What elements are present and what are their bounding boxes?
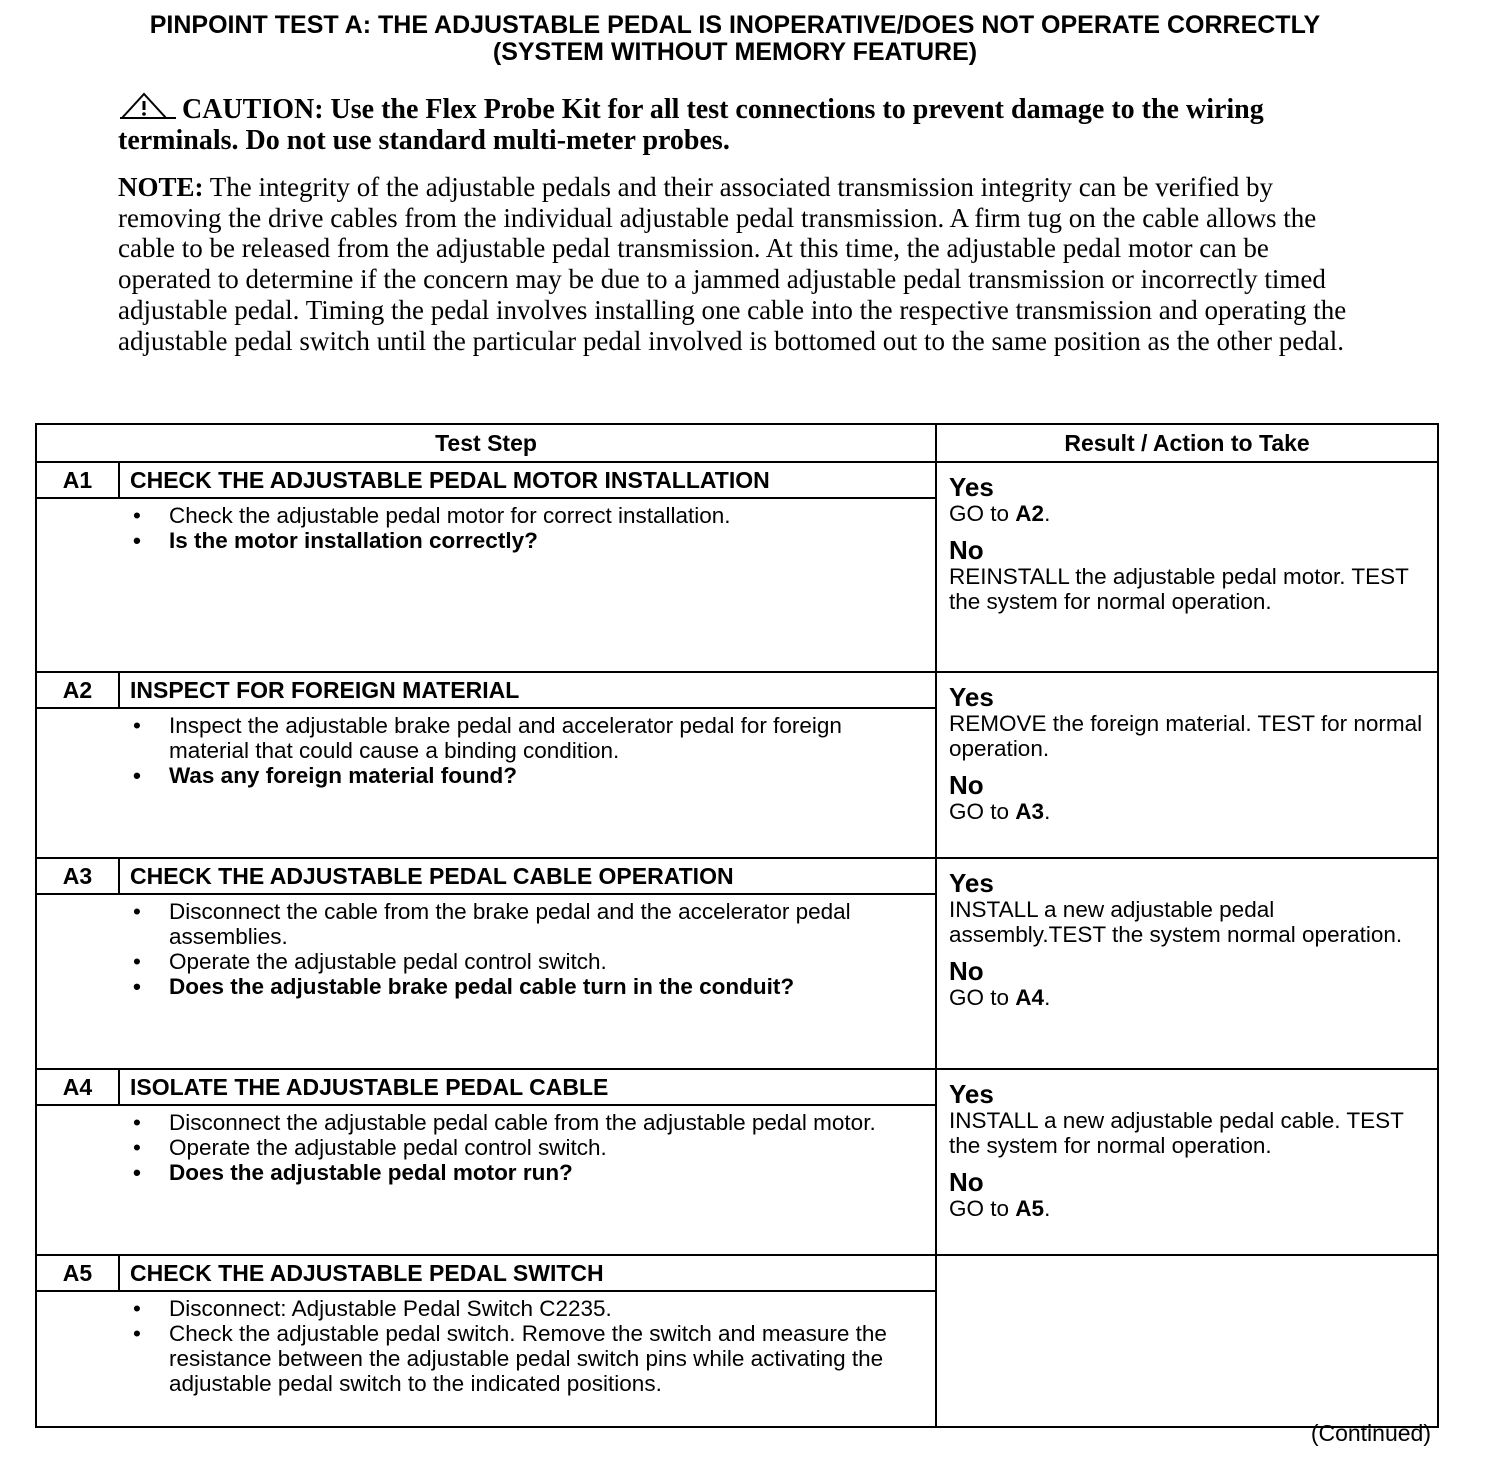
yes-action-text: GO to [949, 501, 1016, 526]
no-step-ref: A4 [1015, 985, 1045, 1010]
yes-step-ref: A2 [1015, 501, 1045, 526]
no-step-ref: A3 [1015, 799, 1045, 824]
step-id: A4 [36, 1069, 119, 1105]
continued-label: (Continued) [1310, 1420, 1431, 1446]
no-action [949, 564, 1425, 614]
step-id: A2 [36, 672, 119, 708]
yes-action-text: REMOVE the foreign material. TEST for normal operation. [949, 711, 1423, 761]
step-instruction: • Disconnect the cable from the brake pedal and the accelerator pedal assemblies. [169, 899, 935, 949]
yes-action [949, 897, 1425, 947]
yes-label: Yes [949, 472, 994, 502]
step-body [36, 894, 936, 1069]
step-instruction: • Inspect the adjustable brake pedal and accelerator pedal for foreign material that could cause a binding condition. [169, 713, 935, 763]
no-action-tail: . [1044, 985, 1051, 1010]
page-title-line2: (SYSTEM WITHOUT MEMORY FEATURE) [492, 38, 978, 66]
header-test-step: Test Step [36, 424, 936, 462]
no-label: No [949, 535, 984, 565]
step-heading: CHECK THE ADJUSTABLE PEDAL MOTOR INSTALLATION [119, 462, 936, 498]
pinpoint-test-table [35, 423, 1439, 1428]
no-action-text: REINSTALL the adjustable pedal motor. TEST the system for normal operation. [949, 564, 1409, 614]
step-instruction: • Disconnect: Adjustable Pedal Switch C2235. [169, 1296, 935, 1321]
step-body [36, 708, 936, 858]
yes-action-tail: . [1044, 501, 1051, 526]
step-result [936, 1069, 1438, 1255]
step-result [936, 672, 1438, 858]
step-question: • Is the motor installation correctly? [169, 528, 935, 553]
no-action-text: GO to [949, 1196, 1016, 1221]
step-body [36, 1105, 936, 1255]
step-heading: INSPECT FOR FOREIGN MATERIAL [119, 672, 936, 708]
no-label: No [949, 1167, 984, 1197]
step-id: A3 [36, 858, 119, 894]
step-id: A1 [36, 462, 119, 498]
step-question: • Does the adjustable brake pedal cable turn in the conduit? [169, 974, 935, 999]
warning-triangle-icon [118, 92, 178, 120]
no-action [949, 985, 1425, 1010]
yes-label: Yes [949, 682, 994, 712]
step-instruction: • Operate the adjustable pedal control switch. [169, 1135, 935, 1160]
no-action [949, 799, 1425, 824]
no-label: No [949, 770, 984, 800]
yes-action-text: INSTALL a new adjustable pedal cable. TEST the system for normal operation. [949, 1108, 1404, 1158]
step-instruction: • Disconnect the adjustable pedal cable from the adjustable pedal motor. [169, 1110, 935, 1135]
step-result [936, 1255, 1438, 1427]
header-result-action: Result / Action to Take [936, 424, 1438, 462]
no-action-tail: . [1044, 1196, 1051, 1221]
step-heading: ISOLATE THE ADJUSTABLE PEDAL CABLE [119, 1069, 936, 1105]
step-id: A5 [36, 1255, 119, 1291]
step-instruction: • Check the adjustable pedal switch. Remove the switch and measure the resistance between the adjustable pedal switch pins while activating the adjustable pedal switch to the indicated positions. [169, 1321, 935, 1396]
no-step-ref: A5 [1015, 1196, 1045, 1221]
note-label: NOTE: [118, 172, 204, 202]
note-text: The integrity of the adjustable pedals and their associated transmission integrity can be verified by removing the drive cables from the individual adjustable pedal transmission. A firm tug on the cable allows the cable to be released from the adjustable pedal transmission. At this time, the adjustable pedal motor can be operated to determine if the concern may be due to a jammed adjustable pedal transmission or incorrectly timed adjustable pedal. Timing the pedal involves installing one cable into the respective transmission and operating the adjustable pedal switch until the particular pedal involved is bottomed out to the same position as the other pedal. [118, 172, 1347, 356]
step-body [36, 498, 936, 672]
yes-action [949, 501, 1425, 526]
no-label: No [949, 956, 984, 986]
yes-action [949, 1108, 1425, 1158]
caution-block [118, 92, 1358, 156]
no-action-text: GO to [949, 799, 1016, 824]
step-heading: CHECK THE ADJUSTABLE PEDAL SWITCH [119, 1255, 936, 1291]
yes-action [949, 711, 1425, 761]
step-question: • Does the adjustable pedal motor run? [169, 1160, 935, 1185]
yes-label: Yes [949, 868, 994, 898]
yes-label: Yes [949, 1079, 994, 1109]
note-block [118, 172, 1350, 356]
no-action-text: GO to [949, 985, 1016, 1010]
step-question: • Was any foreign material found? [169, 763, 935, 788]
page-title-line1: PINPOINT TEST A: THE ADJUSTABLE PEDAL IS INOPERATIVE/DOES NOT OPERATE CORRECTLY [149, 11, 1321, 39]
step-heading: CHECK THE ADJUSTABLE PEDAL CABLE OPERATION [119, 858, 936, 894]
step-body [36, 1291, 936, 1427]
caution-text: CAUTION: Use the Flex Probe Kit for all test connections to prevent damage to the wiring terminals. Do not use standard multi-meter probes. [118, 94, 1264, 156]
step-result [936, 462, 1438, 672]
step-result [936, 858, 1438, 1069]
yes-action-text: INSTALL a new adjustable pedal assembly.TEST the system normal operation. [949, 897, 1403, 947]
step-instruction: • Check the adjustable pedal motor for correct installation. [169, 503, 935, 528]
no-action-tail: . [1044, 799, 1051, 824]
page-title [0, 12, 1470, 66]
no-action [949, 1196, 1425, 1221]
step-instruction: • Operate the adjustable pedal control switch. [169, 949, 935, 974]
